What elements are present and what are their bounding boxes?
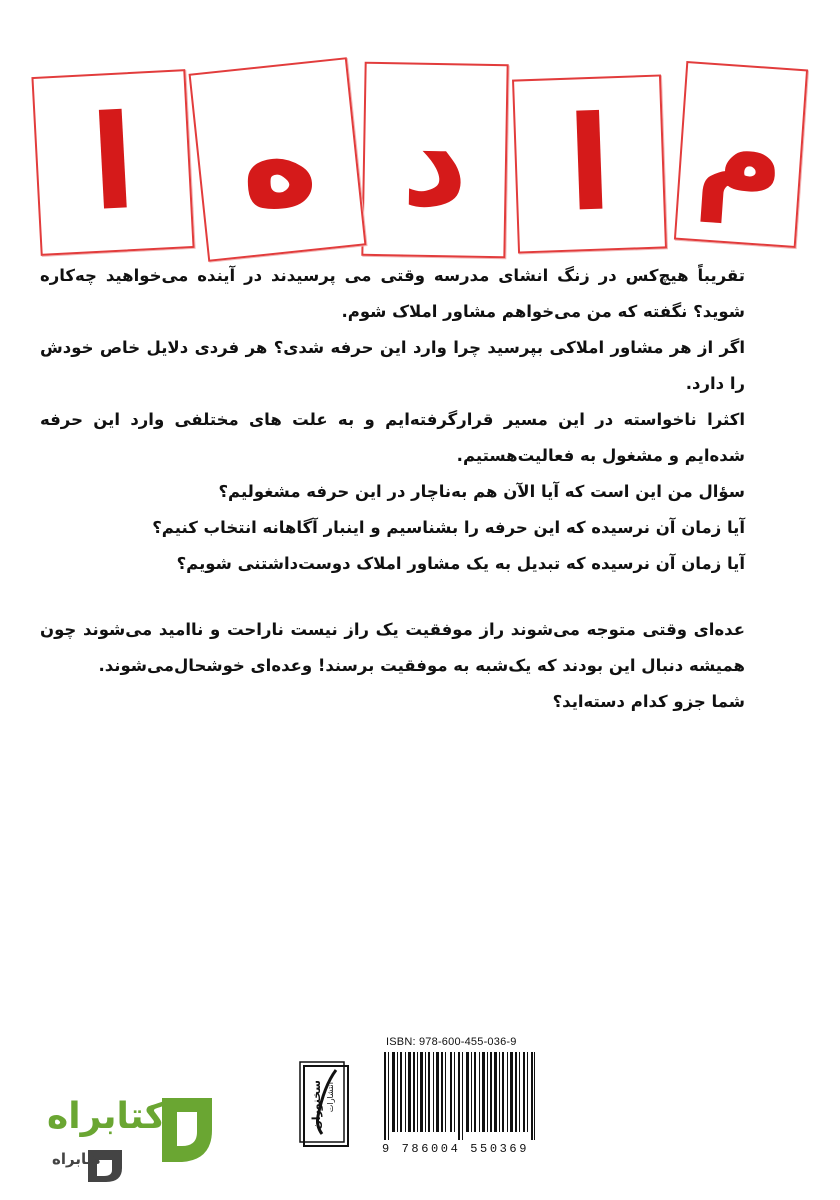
paragraph: اگر از هر مشاور املاکی بپرسید چرا وارد این حرفه شدی؟ هر فردی دلایل خاص خودش را دارد. [40, 338, 745, 393]
paragraph: آیا زمان آن نرسیده که این حرفه را بشناسیم و اینبار آگاهانه انتخاب کنیم؟ [152, 518, 745, 537]
title-letter-card [361, 62, 508, 258]
paragraph: سؤال من این است که آیا الآن هم به‌ناچار در این حرفه مشغولیم؟ [218, 482, 745, 501]
title-letter: ا [86, 85, 140, 240]
paragraph: اکثرا ناخواسته در این مسیر قرارگرفته‌ایم و به علت های مختلفی وارد این حرفه شده‌ایم و مشغول به فعالیت‌هستیم. [40, 410, 745, 465]
isbn-digits: 9 786004 550369 [382, 1142, 530, 1156]
paragraph: عده‌ای وقتی متوجه می‌شوند راز موفقیت یک راز نیست ناراحت و ناامید می‌شوند چون همیشه دنبال این بودند که یک‌شبه به موفقیت برسند! وعده‌ای خوشحال‌می‌شوند. [40, 620, 745, 675]
title-letter-card [674, 61, 808, 248]
title-letter: ه [231, 79, 324, 240]
site-watermark [22, 1090, 222, 1185]
barcode-icon [384, 1052, 536, 1140]
title-letter: ا [564, 87, 615, 241]
cover-title [28, 55, 788, 255]
title-letter-card [512, 74, 667, 253]
title-letter-card [189, 57, 367, 262]
publisher-name: سخنوران [310, 1080, 323, 1130]
watermark-name: کتابراه [47, 1096, 166, 1137]
back-cover-text [40, 258, 745, 720]
watermark-name-small: کتابراه [52, 1150, 102, 1168]
isbn-barcode [378, 1036, 543, 1161]
paragraph: تقریباً هیچ‌کس در زنگ انشای مدرسه وقتی می پرسیدند در آینده می‌خواهید چه‌کاره شوید؟ نگفته که من می‌خواهم مشاور املاک شوم. [40, 266, 745, 321]
title-letter: د [400, 83, 470, 237]
publisher-sub: انتشارات [326, 1082, 335, 1113]
paragraph: آیا زمان آن نرسیده که تبدیل به یک مشاور املاک دوست‌داشتنی شویم؟ [176, 554, 745, 573]
publisher-logo [296, 1056, 358, 1156]
title-letter: م [692, 81, 790, 227]
paragraph: شما جزو کدام دسته‌اید؟ [552, 692, 745, 711]
isbn-label: ISBN: 978-600-455-036-9 [386, 1036, 517, 1048]
title-letter-card [31, 69, 194, 256]
